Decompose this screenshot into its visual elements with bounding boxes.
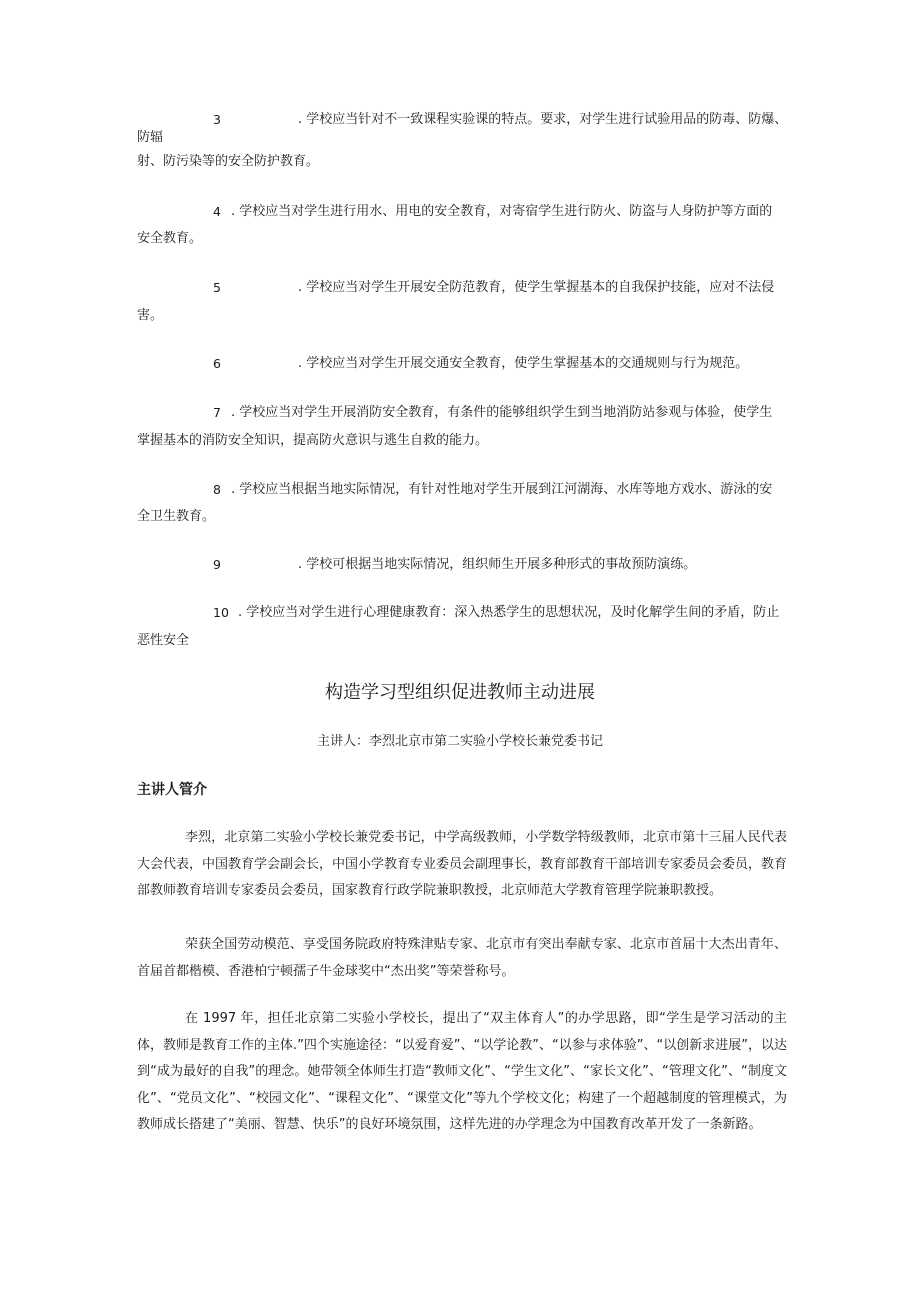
item-number: 5	[213, 280, 221, 295]
item-number: 9	[213, 557, 221, 572]
philosophy-paragraph: 在 1997 年，担任北京第二实验小学校长，提出了“双主体育人”的办学思路，即“学生是学习活动的主体，教师是教育工作的主体.”四个实施途径：“以爱育爱”、“以学论教”、“以参与求体验”、“以创新求进展”，以达到“成为最好的自我”的理念。她带领全体师生打造“教师文化”、“学生文化”、“家长文化”、“管理文化”、“制度文化”、“党员文化”、“校园文化”、“课程文化”、“课堂文化”等九个学校文化；构建了一个超越制度的管理模式，为教师成长搭建了“美丽、智慧、快乐”的良好环境氛围，这样先进的办学理念为中国教育改革开发了一条新路。	[137, 1011, 787, 1132]
item-number: 7	[213, 405, 221, 420]
item-number: 4	[213, 204, 221, 219]
bio-paragraph: 李烈，北京第二实验小学校长兼党委书记，中学高级教师，小学数学特级教师，北京市第十三届人民代表大会代表，中国教育学会副会长，中国小学教育专业委员会副理事长，教育部教育干部培训专家委员会委员，教育部教师教育培训专家委员会委员，国家教育行政学院兼职教授，北京师范大学教育管理学院兼职教授。	[137, 830, 788, 898]
item-text-continued: 全卫生教育。	[137, 509, 216, 524]
item-text-wrap: 防辐	[137, 130, 164, 145]
item-text: . 学校应当对学生进行用水、用电的安全教育，对寄宿学生进行防火、防盗与人身防护等方面的	[231, 204, 773, 219]
section-heading: 主讲人管介	[137, 782, 207, 798]
item-text-continued: 射、防污染等的安全防护教育。	[137, 154, 320, 169]
item-text-continued: 恶性安全	[137, 633, 190, 648]
item-number: 3	[213, 112, 221, 127]
item-text: . 学校应当对学生开展交通安全教育，使学生掌握基本的交通规则与行为规范。	[298, 356, 749, 371]
item-text: . 学校可根据当地实际情况，组织师生开展多种形式的事故预防演练。	[298, 557, 697, 572]
item-number: 10	[213, 605, 229, 620]
item-number: 8	[213, 482, 221, 497]
item-text-continued: 安全教育。	[137, 231, 203, 246]
item-text: . 学校应当对学生开展安全防范教育，使学生掌握基本的自我保护技能，应对不法侵	[298, 280, 775, 295]
item-text: . 学校应当对学生进行心理健康教育：深入热悉学生的思想状况，及时化解学生间的矛盾，防止	[238, 605, 780, 620]
honors-paragraph: 荣获全国劳动模范、享受国务院政府特殊津贴专家、北京市有突出奉献专家、北京市首届十大杰出青年、首届首都楷模、香港柏宁顿孺子牛金球奖中“杰出奖”等荣誉称号。	[137, 937, 787, 979]
item-text: . 学校应当根据当地实际情况，有针对性地对学生开展到江河湖海、水库等地方戏水、游泳的安	[231, 482, 773, 497]
page-title: 构造学习型组织促进教师主动进展	[325, 682, 595, 703]
speaker-line: 主讲人：李烈北京市第二实验小学校长兼党委书记	[316, 734, 603, 749]
item-text-continued: 害。	[137, 308, 164, 323]
item-text-continued: 掌握基本的消防安全知识，提高防火意识与逃生自救的能力。	[137, 433, 489, 448]
item-number: 6	[213, 356, 221, 371]
item-text: . 学校应当针对不一致课程实验课的特点。要求，对学生进行试验用品的防毒、防爆、	[298, 112, 788, 127]
item-text: . 学校应当对学生开展消防安全教育，有条件的能够组织学生到当地消防站参观与体验，使学生	[231, 405, 773, 420]
